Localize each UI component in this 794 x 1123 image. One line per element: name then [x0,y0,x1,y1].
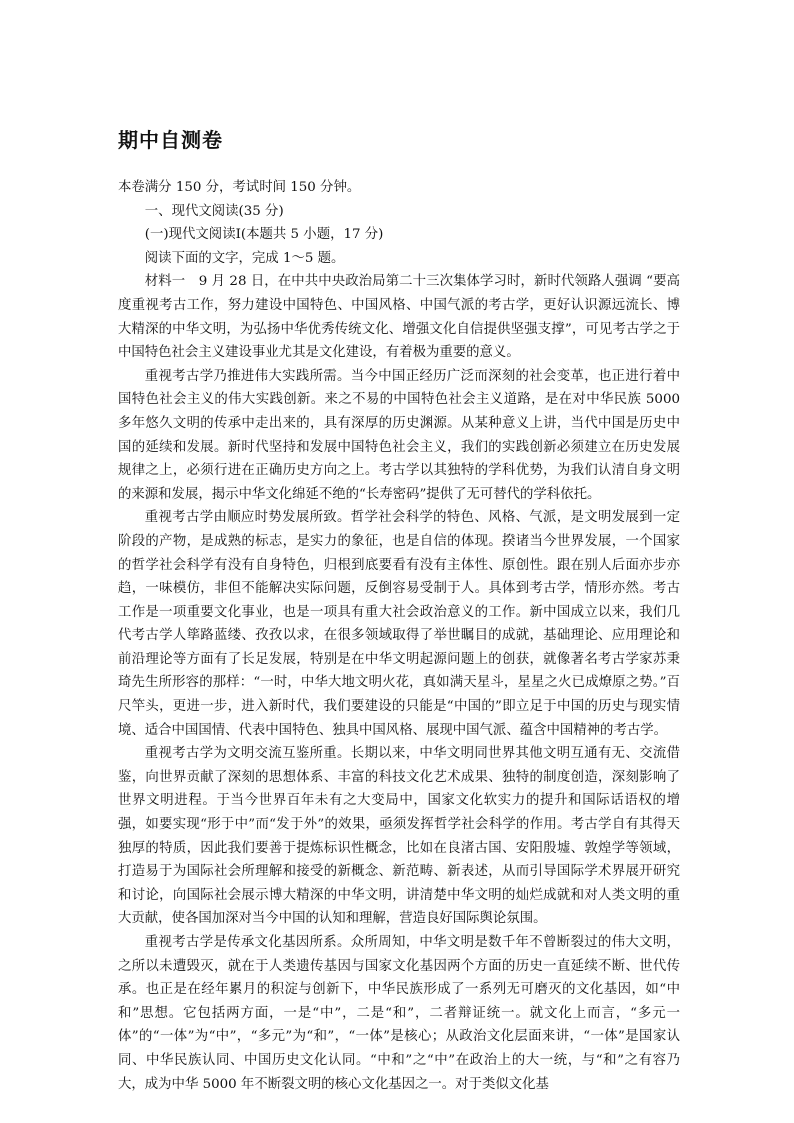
section-heading: 一、现代文阅读(35 分) [144,203,284,219]
paragraph: 重视考古学为文明交流互鉴所重。长期以来，中华文明同世界其他文明互通有无、交流借鉴，向世界贡献了深刻的思想体系、丰富的科技文化艺术成果、独特的制度创造，深刻影响了世界文明进程。于当今世界百年未有之大变局中，国家文化软实力的提升和国际话语权的增强，如要实现“形于中”而“发于外”的效果，亟须发挥哲学社会科学的作用。考古学自有其得天独厚的特质，因此我们要善于提炼标识性概念，比如在良渚古国、安阳殷墟、敦煌学等领域，打造易于为国际社会所理解和接受的新概念、新范畴、新表述，从而引导国际学术界展开研究和讨论，向国际社会展示博大精深的中华文明，讲清楚中华文明的灿烂成就和对人类文明的重大贡献，使各国加深对当今中国的认知和理解，营造良好国际舆论氛围。 [118,746,680,927]
paragraph: 材料一 9 月 28 日，在中共中央政治局第二十三次集体学习时，新时代领路人强调 “要高度重视考古工作，努力建设中国特色、中国风格、中国气派的考古学，更好认识源远流长、博大精深的中华文明，为弘扬中华优秀传统文化、增强文化自信提供坚强支撑”，可见考古学之于中国特色社会主义建设事业尤其是文化建设，有着极为重要的意义。 [118,274,680,361]
reading-instruction: 阅读下面的文字，完成 1～5 题。 [144,250,345,266]
page-title: 期中自测卷 [118,128,223,152]
paragraph: 重视考古学是传承文化基因所系。众所周知，中华文明是数千年不曾断裂过的伟大文明，之所以未遭毁灭，就在于人类遗传基因与国家文化基因两个方面的历史一直延续不断、世代传承。也正是在经年累月的积淀与创新下，中华民族形成了一系列无可磨灭的文化基因，如“中和”思想。它包括两方面，一是“中”，二是“和”，二者辩证统一。就文化上而言，“多元一体”的“一体”为“中”，“多元”为“和”，“一体”是核心；从政治文化层面来讲，“一体”是国家认同、中华民族认同、中国历史文化认同。“中和”之“中”在政治上的大一统，与“和”之有容乃大，成为中华 5000 年不断裂文明的核心文化基因之一。对于类似文化基 [118,935,680,1092]
paragraph: 重视考古学乃推进伟大实践所需。当今中国正经历广泛而深刻的社会变革，也正进行着中国特色社会主义的伟大实践创新。来之不易的中国特色社会主义道路，是在对中华民族 5000 多年悠久文明的传承中走出来的，具有深厚的历史渊源。从某种意义上讲，当代中国是历史中国的延续和发展。新时代坚持和发展中国特色社会主义，我们的实践创新必须建立在历史发展规律之上，必须行进在正确历史方向之上。考古学以其独特的学科优势，为我们认清自身文明的来源和发展，揭示中华文化绵延不绝的“长寿密码”提供了无可替代的学科依托。 [118,368,680,502]
document-body [118,176,680,1096]
subsection-heading: (一)现代文阅读Ⅰ(本题共 5 小题，17 分) [144,227,384,243]
paragraph: 重视考古学由顺应时势发展所致。哲学社会科学的特色、风格、气派，是文明发展到一定阶段的产物，是成熟的标志，是实力的象征，也是自信的体现。揆诸当今世界发展，一个国家的哲学社会科学有没有自身特色，归根到底要看有没有主体性、原创性。跟在别人后面亦步亦趋，一味模仿，非但不能解决实际问题，反倒容易受制于人。具体到考古学，情形亦然。考古工作是一项重要文化事业，也是一项具有重大社会政治意义的工作。新中国成立以来，我们几代考古学人筚路蓝缕、孜孜以求，在很多领域取得了举世瞩目的成就，基础理论、应用理论和前沿理论等方面有了长足发展，特别是在中华文明起源问题上的创获，就像著名考古学家苏秉琦先生所形容的那样：“一时，中华大地文明火花，真如满天星斗，星星之火已成燎原之势。”百尺竿头，更进一步，进入新时代，我们要建设的只能是“中国的”即立足于中国的历史与现实情境、适合中国国情、代表中国特色、独具中国风格、展现中国气派、蕴含中国精神的考古学。 [118,510,680,738]
exam-info: 本卷满分 150 分，考试时间 150 分钟。 [118,180,361,195]
